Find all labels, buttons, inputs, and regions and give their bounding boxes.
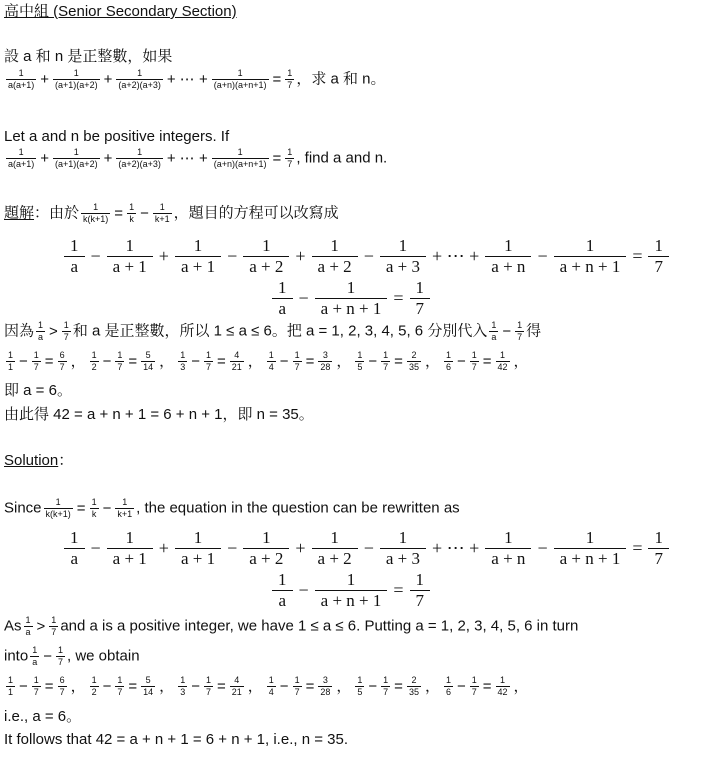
- fraction: $\frac{1}{7}$: [33, 675, 39, 697]
- fraction: $\frac{1}{3}$: [180, 350, 186, 372]
- evaluation-item: $\frac{1}{2}$ − $\frac{1}{7}$ = $\frac{5}{14}$ ，: [91, 675, 175, 697]
- en-since-line: Since $\frac{1}{k(k+1)}$ = $\frac{1}{k}$ − $\frac{1}{k+1}$ , the equation in the question can be rewritten as: [4, 497, 460, 519]
- section-title: 高中組 (Senior Secondary Section): [4, 3, 237, 20]
- fraction: $\frac{1}{5}$: [357, 675, 363, 697]
- telescope-equation: $\frac{1}{a}$ − $\frac{1}{a + 1}$ + $\frac{1}{a + 1}$ − $\frac{1}{a + 2}$ + $\frac{1}{a + 2}$ − $\frac{1}{a + 3}$ + ⋯ + $\frac{1}{a + n}$ − $\frac{1}{a + n + 1}$ = $\frac{1}{7}$: [60, 236, 673, 277]
- fraction: $\frac{1}{7}$: [294, 350, 300, 372]
- zh-conclusion-b: 由此得 42 = a + n + 1 = 6 + n + 1，即 n = 35。: [4, 406, 314, 423]
- en-evaluations: [4, 675, 531, 698]
- fraction: $\frac{1}{7}$: [294, 675, 300, 697]
- fraction: $\frac{1}{1}$: [8, 350, 14, 372]
- zh-because-line: 因為 $\frac{1}{a}$ > $\frac{1}{7}$ 和 a 是正整數，所以 1 ≤ a ≤ 6。把 a = 1, 2, 3, 4, 5, 6 分別代入 $\frac{1}{a}$ − $\frac{1}{7}$ 得: [4, 320, 542, 342]
- zh-question-lead: 設 a 和 n 是正整數，如果: [4, 48, 173, 65]
- fraction: $\frac{1}{(a+2)(a+3)}$: [118, 147, 161, 169]
- fraction: $\frac{1}{k+1}$: [154, 202, 170, 224]
- telescope-equation-en: $\frac{1}{a}$ − $\frac{1}{a + 1}$ + $\frac{1}{a + 1}$ − $\frac{1}{a + 2}$ + $\frac{1}{a + 2}$ − $\frac{1}{a + 3}$ + ⋯ + $\frac{1}{a + n}$ − $\frac{1}{a + n + 1}$ = $\frac{1}{7}$: [60, 528, 673, 569]
- en-follows: It follows that 42 = a + n + 1 = 6 + n + 1, i.e., n = 35.: [4, 731, 348, 748]
- zh-question-tail: ，求 a 和 n。: [296, 70, 386, 88]
- fraction: $\frac{1}{(a+2)(a+3)}$: [118, 68, 161, 90]
- fraction: $\frac{3}{28}$: [320, 350, 331, 372]
- fraction: $\frac{4}{21}$: [231, 350, 242, 372]
- fraction: $\frac{6}{7}$: [59, 350, 65, 372]
- fraction: $\frac{1}{7}$: [287, 147, 293, 169]
- evaluation-item: $\frac{1}{5}$ − $\frac{1}{7}$ = $\frac{2}{35}$ ，: [357, 350, 440, 372]
- zh-question-equation: $\frac{1}{a(a+1)}$ + $\frac{1}{(a+1)(a+2)}$ + $\frac{1}{(a+2)(a+3)}$ + ⋯ + $\frac{1}{(a+n)(a+n+1)}$ = $\frac{1}{7}$ ，求 a 和 n。: [8, 68, 386, 90]
- en-question-tail: , find a and n.: [296, 149, 388, 167]
- reduced-equation: $\frac{1}{a}$ − $\frac{1}{a + n + 1}$ = $\frac{1}{7}$: [268, 278, 434, 319]
- fraction: $\frac{1}{42}$: [497, 350, 508, 372]
- fraction: $\frac{1}{7}$: [471, 350, 477, 372]
- fraction: $\frac{1}{2}$: [91, 675, 97, 697]
- fraction: $\frac{2}{35}$: [408, 675, 419, 697]
- fraction: $\frac{1}{7}$: [205, 350, 211, 372]
- en-solution-label: Solution: [4, 452, 59, 469]
- fraction: $\frac{1}{(a+1)(a+2)}$: [55, 147, 98, 169]
- fraction: $\frac{6}{7}$: [59, 675, 65, 697]
- zh-solution-label: 題解: [4, 204, 35, 222]
- fraction: $\frac{1}{4}$: [268, 675, 274, 697]
- fraction: $\frac{1}{(a+n)(a+n+1)}$: [213, 68, 267, 90]
- fraction: $\frac{1}{6}$: [445, 675, 451, 697]
- fraction: $\frac{1}{7}$: [383, 675, 389, 697]
- en-into-line: into $\frac{1}{a}$ − $\frac{1}{7}$ , we obtain: [4, 645, 140, 667]
- en-solution-heading: Solution：: [4, 452, 74, 469]
- fraction: $\frac{1}{6}$: [445, 350, 451, 372]
- evaluation-item: $\frac{1}{3}$ − $\frac{1}{7}$ = $\frac{4}{21}$ ，: [180, 675, 263, 697]
- fraction: $\frac{1}{k}$: [129, 202, 135, 224]
- fraction: $\frac{1}{a(a+1)}$: [8, 68, 35, 90]
- evaluation-item: $\frac{1}{1}$ − $\frac{1}{7}$ = $\frac{6}{7}$ ，: [8, 675, 86, 697]
- fraction: $\frac{5}{14}$: [143, 350, 154, 372]
- evaluation-item: $\frac{1}{5}$ − $\frac{1}{7}$ = $\frac{2}{35}$ ，: [357, 675, 440, 697]
- evaluation-item: $\frac{1}{6}$ − $\frac{1}{7}$ = $\frac{1}{42}$ ，: [445, 675, 529, 697]
- fraction: $\frac{1}{5}$: [357, 350, 363, 372]
- fraction: $\frac{1}{2}$: [91, 350, 97, 372]
- zh-solution-intro: 題解：由於 $\frac{1}{k(k+1)}$ = $\frac{1}{k}$ − $\frac{1}{k+1}$ ，題目的方程可以改寫成: [4, 202, 339, 224]
- fraction: $\frac{1}{7}$: [33, 350, 39, 372]
- en-question-lead: Let a and n be positive integers. If: [4, 128, 230, 145]
- fraction: $\frac{1}{7}$: [117, 675, 123, 697]
- en-as-line: As $\frac{1}{a}$ > $\frac{1}{7}$ and a is a positive integer, we have 1 ≤ a ≤ 6. Putting a = 1, 2, 3, 4, 5, 6 in turn: [4, 615, 579, 637]
- fraction: $\frac{1}{(a+1)(a+2)}$: [55, 68, 98, 90]
- reduced-equation-en: $\frac{1}{a}$ − $\frac{1}{a + n + 1}$ = $\frac{1}{7}$: [268, 570, 434, 611]
- evaluation-item: $\frac{1}{3}$ − $\frac{1}{7}$ = $\frac{4}{21}$ ，: [180, 350, 263, 372]
- fraction: $\frac{1}{a(a+1)}$: [8, 147, 35, 169]
- evaluation-item: $\frac{1}{4}$ − $\frac{1}{7}$ = $\frac{3}{28}$ ，: [268, 675, 352, 697]
- en-question-equation: $\frac{1}{a(a+1)}$ + $\frac{1}{(a+1)(a+2)}$ + $\frac{1}{(a+2)(a+3)}$ + ⋯ + $\frac{1}{(a+n)(a+n+1)}$ = $\frac{1}{7}$ , find a and n.: [8, 147, 388, 169]
- fraction: $\frac{1}{1}$: [8, 675, 14, 697]
- fraction: $\frac{2}{35}$: [408, 350, 419, 372]
- fraction: $\frac{1}{4}$: [268, 350, 274, 372]
- fraction: $\frac{1}{7}$: [471, 675, 477, 697]
- en-ie: i.e., a = 6。: [4, 708, 82, 725]
- evaluation-item: $\frac{1}{2}$ − $\frac{1}{7}$ = $\frac{5}{14}$ ，: [91, 350, 175, 372]
- fraction: $\frac{1}{42}$: [497, 675, 508, 697]
- fraction: $\frac{1}{k(k+1)}$: [83, 202, 109, 224]
- fraction: $\frac{1}{(a+n)(a+n+1)}$: [213, 147, 267, 169]
- zh-evaluations: [4, 350, 531, 373]
- fraction: $\frac{1}{7}$: [117, 350, 123, 372]
- evaluation-item: $\frac{1}{6}$ − $\frac{1}{7}$ = $\frac{1}{42}$ ，: [445, 350, 529, 372]
- fraction: $\frac{3}{28}$: [320, 675, 331, 697]
- fraction: $\frac{1}{7}$: [287, 68, 293, 90]
- evaluation-item: $\frac{1}{4}$ − $\frac{1}{7}$ = $\frac{3}{28}$ ，: [268, 350, 352, 372]
- fraction: $\frac{1}{7}$: [383, 350, 389, 372]
- zh-conclusion-a: 即 a = 6。: [4, 382, 72, 399]
- fraction: $\frac{5}{14}$: [143, 675, 154, 697]
- evaluation-item: $\frac{1}{1}$ − $\frac{1}{7}$ = $\frac{6}{7}$ ，: [8, 350, 86, 372]
- fraction: $\frac{1}{7}$: [205, 675, 211, 697]
- fraction: $\frac{4}{21}$: [231, 675, 242, 697]
- fraction: $\frac{1}{3}$: [180, 675, 186, 697]
